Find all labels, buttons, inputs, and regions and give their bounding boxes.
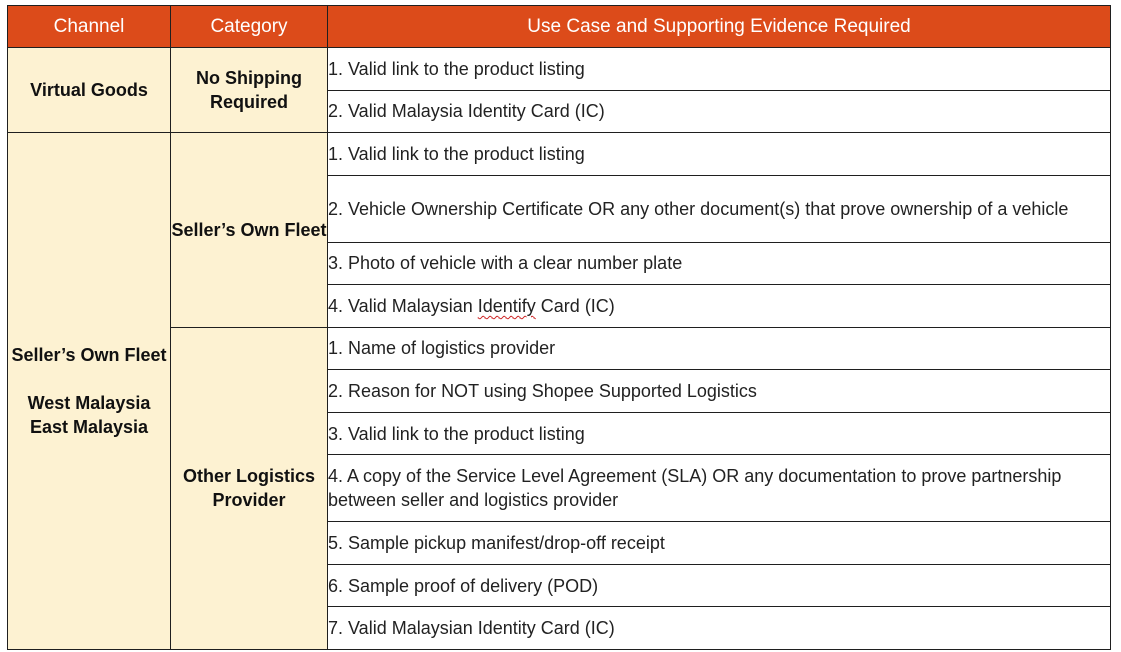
channel-line: West Malaysia <box>27 393 151 414</box>
category-cell: Seller’s Own Fleet <box>171 133 328 328</box>
channel-line: Seller’s Own Fleet <box>11 345 167 366</box>
evidence-cell: 6. Sample proof of delivery (POD) <box>328 564 1111 607</box>
spellcheck-underlined-word: Identify <box>477 295 536 316</box>
evidence-prefix: 4. Valid Malaysian <box>328 295 478 316</box>
evidence-cell: 5. Sample pickup manifest/drop-off receipt <box>328 522 1111 565</box>
evidence-cell: 3. Valid link to the product listing <box>328 412 1111 455</box>
evidence-cell: 2. Reason for NOT using Shopee Supported Logistics <box>328 370 1111 413</box>
category-cell: Other Logistics Provider <box>171 327 328 649</box>
channel-cell: Virtual Goods <box>8 48 171 133</box>
evidence-cell: 2. Vehicle Ownership Certificate OR any other document(s) that prove ownership of a vehicle <box>328 175 1111 242</box>
header-evidence: Use Case and Supporting Evidence Required <box>328 6 1111 48</box>
category-cell: No Shipping Required <box>171 48 328 133</box>
evidence-cell: 2. Valid Malaysia Identity Card (IC) <box>328 90 1111 133</box>
header-category: Category <box>171 6 328 48</box>
evidence-cell: 1. Valid link to the product listing <box>328 133 1111 176</box>
header-channel: Channel <box>8 6 171 48</box>
header-row <box>8 6 1111 48</box>
evidence-cell: 1. Name of logistics provider <box>328 327 1111 370</box>
requirements-table <box>7 5 1111 650</box>
evidence-suffix: Card (IC) <box>535 295 615 316</box>
table-row <box>8 48 1111 91</box>
evidence-cell <box>328 285 1111 328</box>
evidence-cell: 1. Valid link to the product listing <box>328 48 1111 91</box>
channel-cell <box>8 133 171 650</box>
table-row <box>8 133 1111 176</box>
table-row <box>8 327 1111 370</box>
evidence-cell: 7. Valid Malaysian Identity Card (IC) <box>328 607 1111 650</box>
evidence-cell: 3. Photo of vehicle with a clear number plate <box>328 242 1111 285</box>
channel-line: East Malaysia <box>29 417 149 438</box>
evidence-cell: 4. A copy of the Service Level Agreement (SLA) OR any documentation to prove partnership between seller and logistics provider <box>328 455 1111 522</box>
